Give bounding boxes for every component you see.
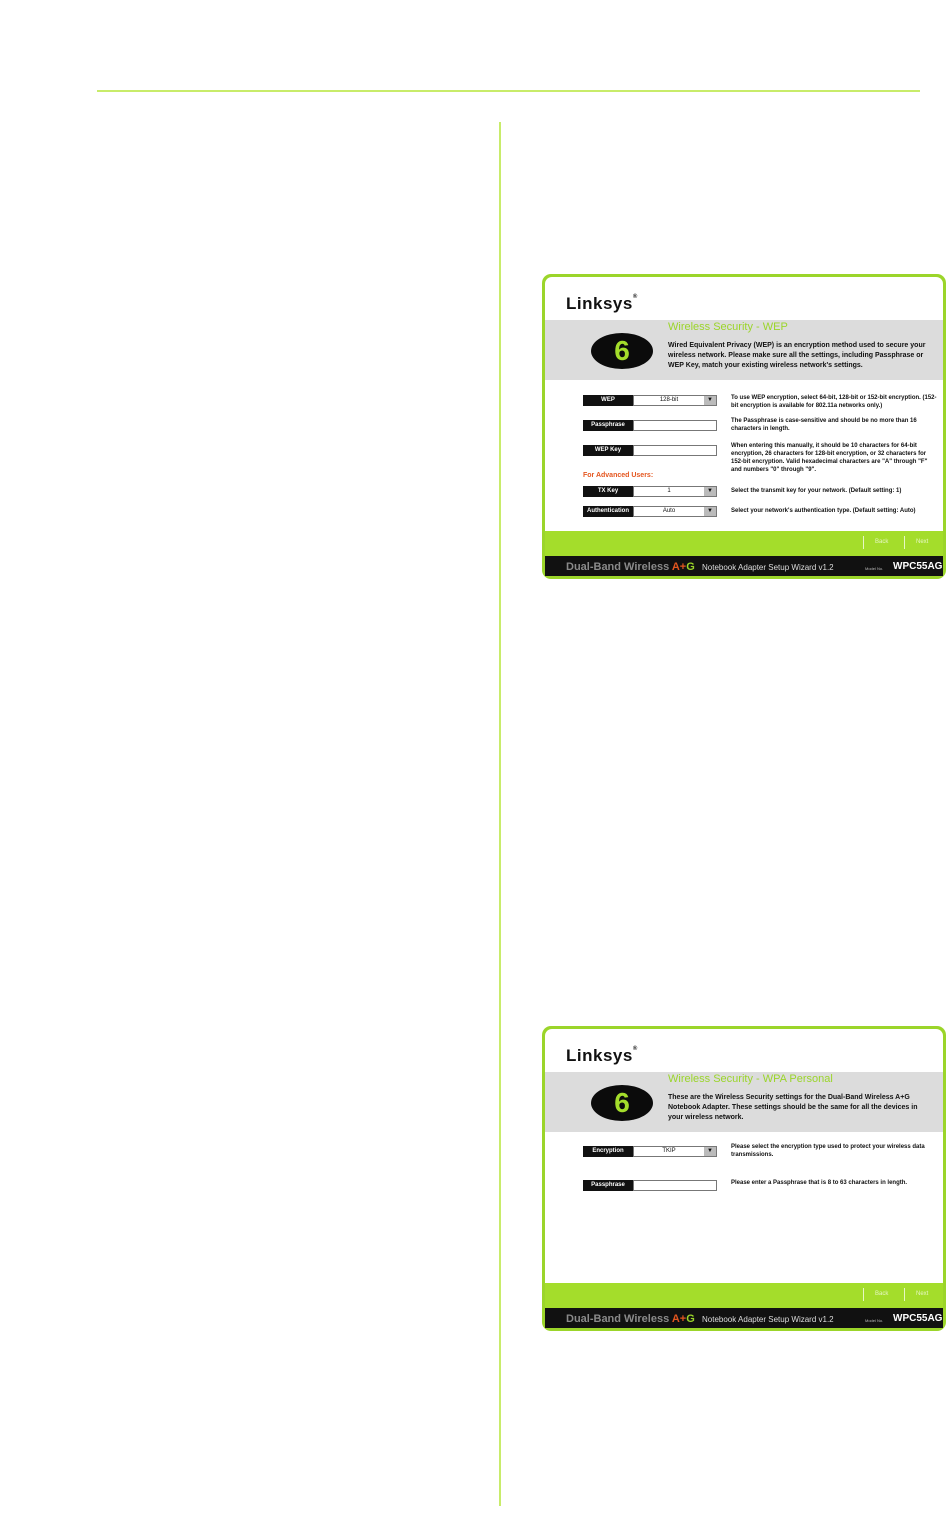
back-button[interactable]: Back	[875, 539, 889, 545]
wep-select[interactable]: 128-bit ▼	[633, 395, 717, 406]
encryption-label: Encryption	[583, 1146, 633, 1157]
wpa-setup-window	[542, 1026, 946, 1331]
divider	[904, 1288, 905, 1301]
column-divider	[499, 122, 501, 1506]
divider	[863, 1288, 864, 1301]
wep-key-input[interactable]	[633, 445, 717, 456]
encryption-select[interactable]: TKIP ▼	[633, 1146, 717, 1157]
next-button[interactable]: Next	[916, 1291, 929, 1297]
wep-key-help: When entering this manually, it should be 10 characters for 64-bit encryption, 26 characters for 128-bit encryption, or 32 characters for 152-bit encryption. Valid hexadecimal characters are "A" through "F" and numbers "0" through "9".	[731, 443, 928, 473]
button-bar	[545, 531, 943, 556]
tx-key-label: TX Key	[583, 486, 633, 497]
wizard-version: Notebook Adapter Setup Wizard v1.2	[702, 563, 834, 572]
model-number: WPC55AG	[893, 561, 943, 572]
next-button[interactable]: Next	[916, 539, 929, 545]
model-label: Model No.	[865, 566, 884, 571]
chevron-down-icon[interactable]: ▼	[704, 487, 716, 496]
authentication-label: Authentication	[583, 506, 633, 517]
model-number: WPC55AG	[893, 1313, 943, 1324]
passphrase-label: Passphrase	[583, 1180, 633, 1191]
passphrase-help: Please enter a Passphrase that is 8 to 63 characters in length.	[731, 1180, 908, 1186]
product-name: Dual-Band Wireless A+G	[566, 1313, 695, 1325]
product-footer	[545, 556, 943, 576]
linksys-logo: Linksys®	[566, 1046, 638, 1065]
product-name: Dual-Band Wireless A+G	[566, 561, 695, 573]
wep-setup-window	[542, 274, 946, 579]
top-rule	[97, 90, 920, 92]
divider	[863, 536, 864, 549]
encryption-help: Please select the encryption type used to protect your wireless data transmissions.	[731, 1144, 925, 1158]
chevron-down-icon[interactable]: ▼	[704, 396, 716, 405]
passphrase-input[interactable]	[633, 420, 717, 431]
divider	[904, 536, 905, 549]
back-button[interactable]: Back	[875, 1291, 889, 1297]
passphrase-label: Passphrase	[583, 420, 633, 431]
wep-help: To use WEP encryption, select 64-bit, 128-bit or 152-bit encryption. (152-bit encryption is available for 802.11a networks only.)	[731, 395, 937, 409]
chevron-down-icon[interactable]: ▼	[704, 1147, 716, 1156]
authentication-select[interactable]: Auto ▼	[633, 506, 717, 517]
page-title: Wireless Security - WPA Personal	[668, 1073, 833, 1085]
step-badge: 6	[591, 333, 653, 369]
page-title: Wireless Security - WEP	[668, 321, 788, 333]
page-description: Wired Equivalent Privacy (WEP) is an encryption method used to secure your wireless network. Please make sure all the settings, including Passphrase or WEP Key, match your existing wireless network's settings.	[668, 342, 926, 369]
model-label: Model No.	[865, 1318, 884, 1323]
chevron-down-icon[interactable]: ▼	[704, 507, 716, 516]
passphrase-input[interactable]	[633, 1180, 717, 1191]
wizard-version: Notebook Adapter Setup Wizard v1.2	[702, 1315, 834, 1324]
step-badge: 6	[591, 1085, 653, 1121]
linksys-logo: Linksys®	[566, 294, 638, 313]
passphrase-help: The Passphrase is case-sensitive and should be no more than 16 characters in length.	[731, 418, 917, 432]
tx-key-select[interactable]: 1 ▼	[633, 486, 717, 497]
authentication-help: Select your network's authentication type. (Default setting: Auto)	[731, 508, 916, 514]
button-bar	[545, 1283, 943, 1308]
page-description: These are the Wireless Security settings for the Dual-Band Wireless A+G Notebook Adapter. These settings should be the same for all the devices in your wireless network.	[668, 1094, 918, 1121]
advanced-users-heading: For Advanced Users:	[583, 472, 654, 479]
wep-label: WEP	[583, 395, 633, 406]
tx-key-help: Select the transmit key for your network. (Default setting: 1)	[731, 488, 902, 494]
wep-key-label: WEP Key	[583, 445, 633, 456]
product-footer	[545, 1308, 943, 1328]
